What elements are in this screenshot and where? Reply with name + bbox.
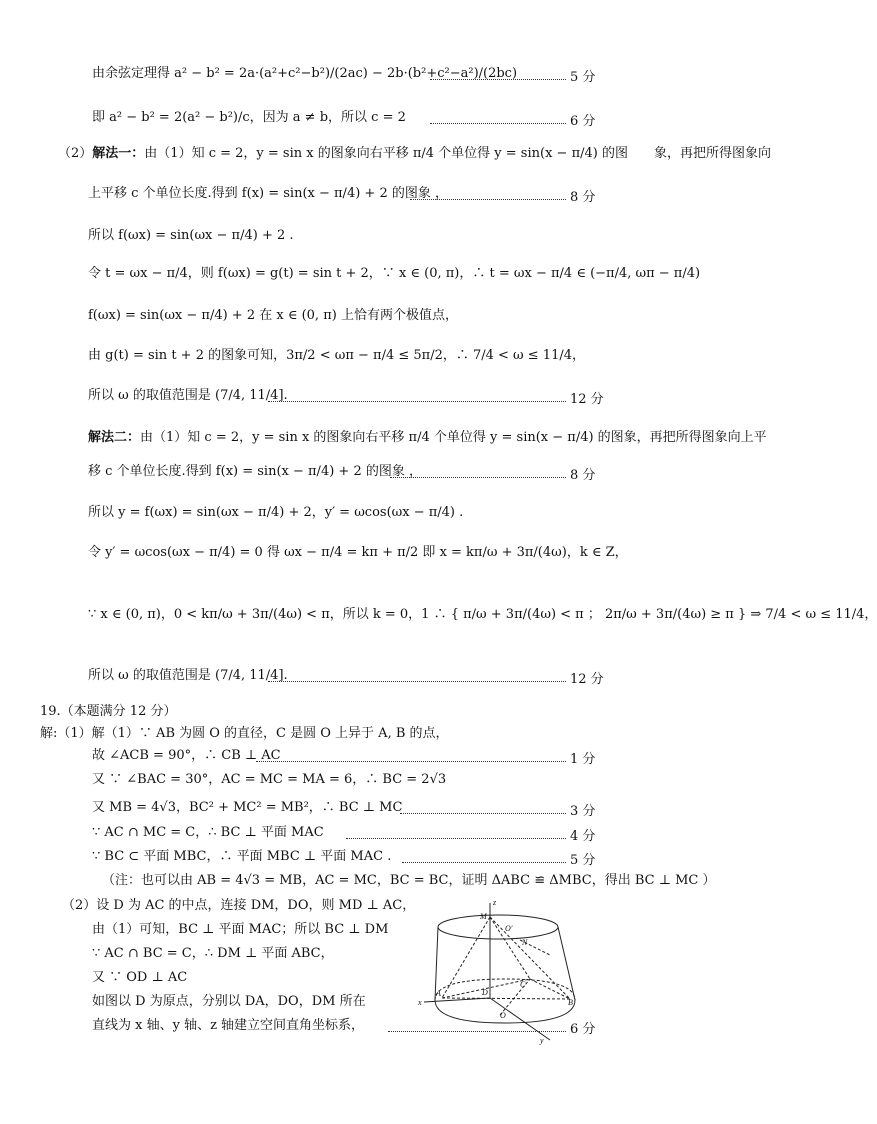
label-x: x [418, 998, 422, 1007]
frustum-figure [410, 895, 585, 1045]
text-line-l06: 令 t = ωx − π/4，则 f(ωx) = g(t) = sin t + 2，∵ x ∈ (0, π)，∴ t = ωx − π/4 ∈ (−π/4, ωπ − π/4) [88, 266, 701, 281]
text-line-l16: 19.（本题满分 12 分） [40, 704, 177, 719]
score-leader-l04 [410, 199, 566, 200]
text-line-l13: 令 y′ = ωcos(ωx − π/4) = 0 得 ωx − π/4 = kπ + π/2 即 x = kπ/ω + 3π/(4ω)，k ∈ Z， [88, 545, 628, 560]
text-line-l09: 所以 ω 的取值范围是 (7/4, 11/4]. [88, 388, 288, 403]
label-B: B [568, 998, 573, 1007]
score-l18: 1 分 [570, 752, 596, 767]
score-leader-l21 [346, 838, 566, 839]
label-D: D [482, 988, 488, 997]
text-line-l22: ∵ BC ⊂ 平面 MBC，∴ 平面 MBC ⊥ 平面 MAC . [92, 849, 392, 864]
text-line-l07: f(ωx) = sin(ωx − π/4) + 2 在 x ∈ (0, π) 上恰有两个极值点， [88, 308, 458, 323]
label-z: z [493, 898, 497, 907]
text-line-l26: ∵ AC ∩ BC = C，∴ DM ⊥ 平面 ABC， [92, 946, 334, 961]
label-A: A [436, 989, 441, 998]
text-line-l18: 故 ∠ACB = 90°，∴ CB ⊥ AC [92, 748, 281, 763]
top-circle [438, 915, 558, 939]
score-l02: 6 分 [570, 114, 596, 129]
label-N: N [522, 938, 528, 947]
score-leader-l11 [390, 477, 566, 478]
score-leader-l01 [430, 79, 566, 80]
text-line-l29: 直线为 x 轴、y 轴、z 轴建立空间直角坐标系， [92, 1018, 365, 1033]
score-l01: 5 分 [570, 70, 596, 85]
text-line-l03: （2）解法一：由（1）知 c = 2，y = sin x 的图象向右平移 π/4 个单位得 y = sin(x − π/4) 的图 象，再把所得图象向 [58, 146, 771, 161]
label-y: y [540, 1036, 544, 1045]
text-line-l14: ∵ x ∈ (0, π)，0 < kπ/ω + 3π/(4ω) < π，所以 k = 0，1 ∴ { π/ω + 3π/(4ω) < π ； 2π/ω + 3π/(4ω) ≥ π } ⇒ 7/4 < ω ≤ 11/4， [88, 607, 877, 622]
label-C: C [520, 980, 526, 989]
text-line-l12: 所以 y = f(ωx) = sin(ωx − π/4) + 2，y′ = ωcos(ωx − π/4) . [88, 505, 464, 520]
score-leader-l20 [400, 813, 566, 814]
score-leader-l18 [256, 761, 566, 762]
label-M: M [480, 912, 487, 921]
text-line-l11: 移 c 个单位长度.得到 f(x) = sin(x − π/4) + 2 的图象 ， [88, 464, 422, 479]
text-line-l23: （注：也可以由 AB = 4√3 = MB，AC = MC，BC = BC，证明 ΔABC ≌ ΔMBC，得出 BC ⊥ MC ） [102, 873, 716, 888]
score-l15: 12 分 [570, 672, 604, 687]
score-l21: 4 分 [570, 829, 596, 844]
text-line-l19: 又 ∵ ∠BAC = 30°，AC = MC = MA = 6，∴ BC = 2√3 [92, 772, 447, 787]
score-l04: 8 分 [570, 190, 596, 205]
y-axis [490, 998, 550, 1040]
label-O1: O′ [505, 924, 513, 933]
score-leader-l22 [402, 862, 566, 863]
text-line-l02: 即 a² − b² = 2(a² − b²)/c，因为 a ≠ b，所以 c = 2 [92, 110, 406, 125]
text-line-l25: 由（1）可知，BC ⊥ 平面 MAC；所以 BC ⊥ DM [92, 922, 389, 937]
text-line-l05: 所以 f(ωx) = sin(ωx − π/4) + 2 . [88, 228, 294, 243]
text-line-l17: 解:（1）解（1）∵ AB 为圆 O 的直径，C 是圆 O 上异于 A, B 的点， [40, 726, 449, 741]
text-line-l04: 上平移 c 个单位长度.得到 f(x) = sin(x − π/4) + 2 的图象 ， [88, 186, 448, 201]
text-line-l10: 解法二：由（1）知 c = 2，y = sin x 的图象向右平移 π/4 个单位得 y = sin(x − π/4) 的图象，再把所得图象向上平 [88, 430, 767, 445]
text-line-l21: ∵ AC ∩ MC = C，∴ BC ⊥ 平面 MAC [92, 825, 324, 840]
text-line-l20: 又 MB = 4√3，BC² + MC² = MB²，∴ BC ⊥ MC [92, 800, 403, 815]
label-O: O [500, 1011, 506, 1020]
score-l11: 8 分 [570, 468, 596, 483]
score-l29: 6 分 [570, 1022, 596, 1037]
score-l09: 12 分 [570, 392, 604, 407]
text-line-l27: 又 ∵ OD ⊥ AC [92, 970, 188, 985]
score-leader-l02 [430, 123, 566, 124]
score-leader-l15 [268, 681, 566, 682]
text-line-l28: 如图以 D 为原点，分别以 DA，DO，DM 所在 [92, 994, 366, 1009]
score-leader-l09 [268, 401, 566, 402]
text-line-l24: （2）设 D 为 AC 的中点，连接 DM，DO，则 MD ⊥ AC， [62, 898, 416, 913]
score-l22: 5 分 [570, 853, 596, 868]
text-line-l08: 由 g(t) = sin t + 2 的图象可知，3π/2 < ωπ − π/4 ≤ 5π/2，∴ 7/4 < ω ≤ 11/4， [88, 348, 586, 363]
score-l20: 3 分 [570, 804, 596, 819]
text-line-l15: 所以 ω 的取值范围是 (7/4, 11/4]. [88, 668, 288, 683]
text-line-l01: 由余弦定理得 a² − b² = 2a·(a²+c²−b²)/(2ac) − 2b·(b²+c²−a²)/(2bc) [92, 66, 518, 81]
